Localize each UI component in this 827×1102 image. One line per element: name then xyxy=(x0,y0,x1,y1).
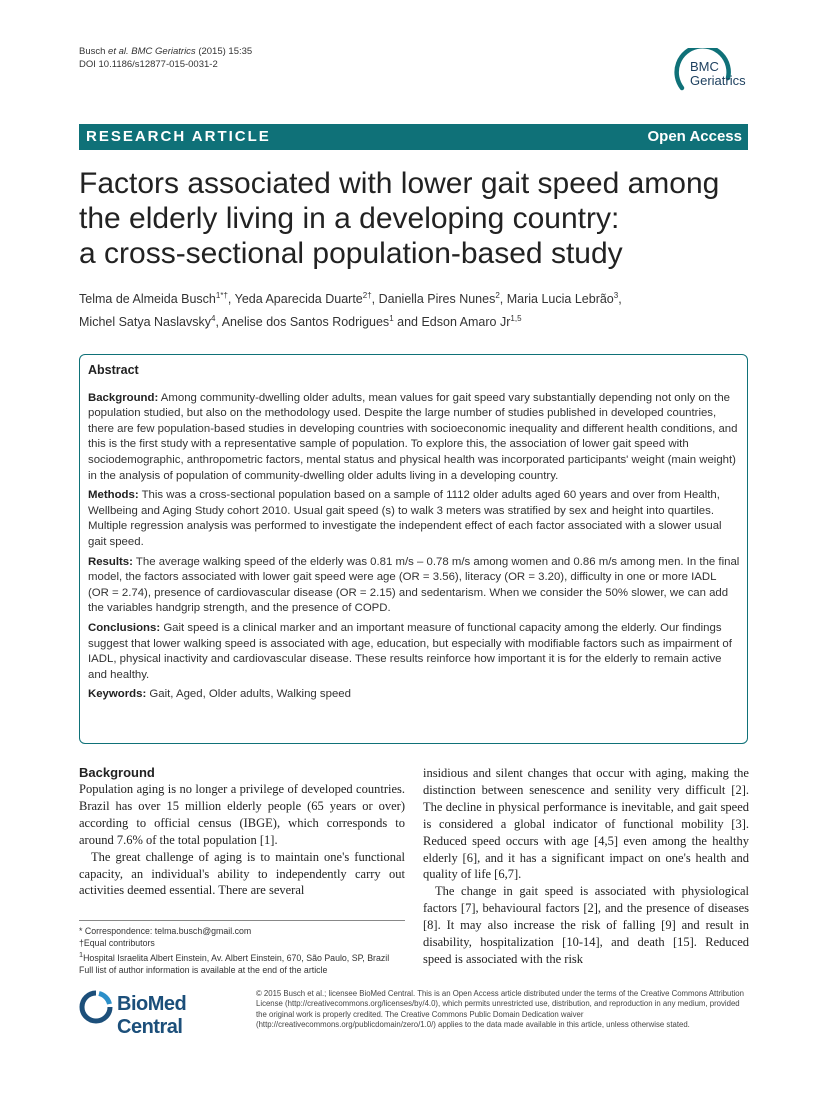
title-line: Factors associated with lower gait speed among xyxy=(79,167,720,200)
article-type-banner xyxy=(79,124,748,150)
paragraph: The change in gait speed is associated with physiological factors [7], behavioural factors [2], and the presence of diseases [8]. It may also increase the risk of falling [9] and result in disability, hospitalization [10-14], and death [15]. Reduced speed is associated with the risk xyxy=(423,884,749,966)
abstract-background: Background: Among community-dwelling older adults, mean values for gait speed vary substantially depending not only on the population studied, but also on the methodology used. Despite the large number of studies published in developed countries, there are few population-based studies in developing countries with socioeconomic inequality and different health conditions, and this is the first study with a representative sample of population. To explore this, the association of lower gait speed with sociodemographic, anthropometric factors, mental status and physical health was incorporated participants' weight (main weight) in the analysis of population of community-dwelling older adults living in a developing country. xyxy=(88,391,738,482)
abstract-results: Results: The average walking speed of the elderly was 0.81 m/s – 0.78 m/s among women and 0.86 m/s among men. In the final model, the factors associated with lower gait speed were age (OR = 3.56), literacy (OR = 3.20), difficulty in one or more IADL (OR = 2.74), presence of cardiovascular disease (OR = 2.15) and sedentarism. When we consider the 50% slower, we can add the variables handgrip strength, and the presence of COPD. xyxy=(88,555,740,615)
biomed-central-circle-icon xyxy=(79,990,113,1024)
doi[interactable]: DOI 10.1186/s12877-015-0031-2 xyxy=(79,59,218,70)
paragraph: insidious and silent changes that occur with aging, making the distinction between senescence and senility very difficult [2]. The decline in physical performance is inevitable, and gait speed is considered a global indicator of functional mobility [3]. Reduced speed occurs with age [4,5] even among the healthy elderly [6], and it has a significant impact on one's health and quality of life [6,7]. xyxy=(423,766,749,882)
open-access-label: Open Access xyxy=(647,128,742,145)
author-list: Telma de Almeida Busch$^{1*\dagger}$, Yeda Aparecida Duarte$^{2\dagger}$, Daniella Pires Nunes$^2$, Maria Lucia Lebrão$^3$, Michel Satya Naslavsky$^4$, Anelise dos Santos Rodrigues$^1$ and Edson Amaro Jr$^{1,5}$ xyxy=(79,291,622,330)
abstract-heading: Abstract xyxy=(88,363,139,377)
logo-journal: Geriatrics xyxy=(690,73,746,88)
full-list-note: Full list of author information is available at the end of the article xyxy=(79,964,328,975)
abstract-keywords: Keywords: Gait, Aged, Older adults, Walking speed xyxy=(88,688,351,701)
paragraph: Population aging is no longer a privilege of developed countries. Brazil has over 15 million elderly people (65 years or over) according to official census (IBGE), which corresponds to around 7.6% of the total population [1]. xyxy=(79,782,405,847)
author[interactable]: Telma de Almeida Busch$^{1*\dagger}$ xyxy=(79,291,228,307)
publisher-name: BioMed Central xyxy=(117,993,187,1038)
article-type: RESEARCH ARTICLE xyxy=(86,128,271,145)
left-column xyxy=(79,765,405,899)
author[interactable]: Anelise dos Santos Rodrigues$^1$ xyxy=(221,314,394,330)
author[interactable]: Michel Satya Naslavsky$^4$ xyxy=(79,314,216,330)
equal-contributors: †Equal contributors xyxy=(79,938,155,948)
citation-line-1: Busch et al. BMC Geriatrics (2015) 15:35 xyxy=(79,46,253,57)
section-heading: Background xyxy=(79,765,155,780)
correspondence[interactable]: * Correspondence: telma.busch@gmail.com xyxy=(79,926,252,936)
citation xyxy=(79,45,252,71)
abstract-methods: Methods: This was a cross-sectional population based on a sample of 1112 older adults aged 60 years and over from Health, Wellbeing and Aging Study cohort 2010. Usual gait speed (s) to walk 3 meters was stratified by sex and height into quartiles. Multiple regression analysis was performed to investigate the independent effect of each factor associated with a slower usual gait speed. xyxy=(88,489,722,548)
affiliation: $^1$Hospital Israelita Albert Einstein, Av. Albert Einstein, 670, São Paulo, SP, Brazil xyxy=(79,950,390,963)
author[interactable]: Yeda Aparecida Duarte$^{2\dagger}$ xyxy=(234,291,372,307)
article-title xyxy=(79,166,759,271)
journal-name: et al. BMC Geriatrics xyxy=(108,46,196,57)
abstract-box xyxy=(79,354,748,744)
author[interactable]: Daniella Pires Nunes$^2$ xyxy=(378,291,500,307)
author[interactable]: Edson Amaro Jr$^{1,5}$ xyxy=(421,314,522,330)
license-text: © 2015 Busch et al.; licensee BioMed Central. This is an Open Access article distributed under the terms of the Creative Commons Attribution License (http://creativecommons.org/licenses/by/4.0), which permits unrestricted use, distribution, and reproduction in any medium, provided the original work is properly credited. The Creative Commons Public Domain Dedication waiver (http://creativecommons.org/publicdomain/zero/1.0/) applies to the data made available in this article, unless otherwise stated. xyxy=(256,989,744,1029)
author[interactable]: Maria Lucia Lebrão$^3$ xyxy=(506,291,619,307)
logo-bmc: BMC xyxy=(690,59,719,74)
abstract-conclusions: Conclusions: Gait speed is a clinical marker and an important measure of functional capacity among the elderly. Our findings suggest that lower walking speed is associated with age, education, but especially with modifiable factors such as impairment of IADL, physical inactivity and cardiovascular disease. These results reinforce how important it is for the elderly to remain active and healthy. xyxy=(88,621,732,681)
bmc-geriatrics-logo xyxy=(668,48,758,104)
right-column xyxy=(423,765,749,968)
title-line: the elderly living in a developing country: xyxy=(79,202,620,235)
title-line: a cross-sectional population-based study xyxy=(79,237,623,270)
biomed-central-logo xyxy=(79,990,249,1038)
paragraph: The great challenge of aging is to maintain one's functional capacity, an individual's ability to independently carry out activities deemed essential. There are several xyxy=(79,849,405,898)
footnotes xyxy=(79,925,409,976)
footnote-divider xyxy=(79,920,405,921)
